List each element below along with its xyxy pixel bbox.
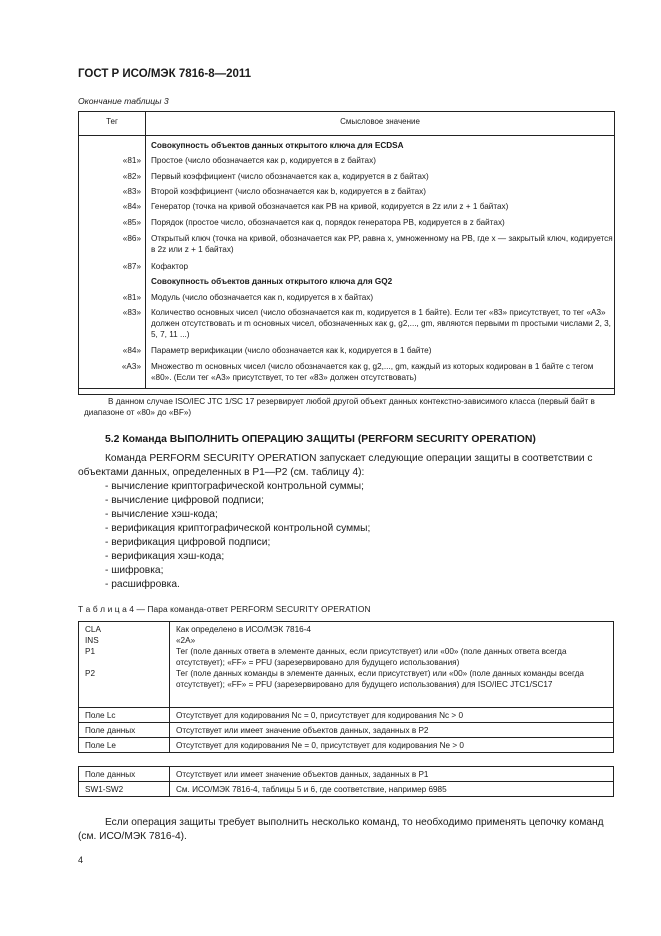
table3-col-meaning: Смысловое значение (340, 117, 420, 126)
cmd-values-cell: Как определено в ИСО/МЭК 7816-4 «2A» Тег (поле данных ответа в элементе данных, если присутствует) или «00» (поле данных ответа всегда отсутствует); «FF» = PFU (зарезервировано для будущего использования) Тег (поле данных команды в элементе данных, если присутствует) или «00» (поле данных команды всегда отсутствует); «FF» = PFU (зарезервировано для будущего использования) для ISO/IEC JTC1/SC17 (170, 622, 614, 708)
list-item: - вычисление криптографической контрольной суммы; (105, 481, 364, 492)
table4-command (78, 621, 614, 753)
table3-caption: Окончание таблицы 3 (78, 96, 169, 106)
list-item: - шифровка; (105, 565, 164, 576)
table-row: SW1-SW2 См. ИСО/МЭК 7816-4, таблицы 5 и 6, где соответствие, например 6985 (79, 782, 614, 797)
table4-caption: Т а б л и ц а 4 — Пара команда-ответ PERFORM SECURITY OPERATION (78, 604, 371, 614)
list-item: - верификация цифровой подписи; (105, 537, 271, 548)
closing-paragraph: Если операция защиты требует выполнить несколько команд, то необходимо применять цепочку команд (см. ИСО/МЭК 7816-4). (78, 817, 604, 842)
table3-col-tag: Тег (106, 117, 118, 126)
table-row: Поле данных Отсутствует или имеет значение объектов данных, заданных в Р2 (79, 723, 614, 738)
table-row: Поле Le Отсутствует для кодирования Ne = 0, присутствует для кодирования Ne > 0 (79, 738, 614, 753)
list-item: - расшифровка. (105, 579, 180, 590)
list-item: - вычисление хэш-кода; (105, 509, 218, 520)
page-number: 4 (78, 855, 84, 865)
section-title: 5.2 Команда ВЫПОЛНИТЬ ОПЕРАЦИЮ ЗАЩИТЫ (PERFORM SECURITY OPERATION) (105, 434, 536, 445)
cmd-labels-cell: CLA INS P1 P2 (79, 622, 170, 708)
table3: Тег Смысловое значение Совокупность объектов данных открытого ключа для ECDSA «81» Простое (число обозначается как p, кодируется в z байтах) «82» Первый коэффициент (число обозначается как a, кодируется в z байтах) «83» Второй коэффициент (число обозначается как b, кодируется в z байтах) «84» Генератор (точка на кривой обозначается как PB на кривой, кодируется в 2z или z + 1 байтах) «85» Порядок (простое число, обозначается как q, порядок генератора PB, кодируется в z байтах) «86» Открытый ключ (точка на кривой, обозначается как PP, равна x, умноженному на PB, где x — закрытый ключ, кодируется в 2z или z + 1 байтах) «87» Кофактор Совокупность объектов данных открытого ключа для GQ2 «81» Модуль (число обозначается как n, кодируется в x байтах) «83» Количество основных чисел (число обозначается как m, кодируется в 1 байте). Если тег «83» присутствует, то тег «А3» должен отсутствовать и m основных чисел, обозначенных как g, g2,..., gm, являются первыми m простыми числами 2, 3, 5, 7, 11 ...) «84» Параметр верификации (число обозначается как k, кодируется в 1 байте) «А3» Множество m основных чисел (число обозначается как g, g2,..., gm, каждый из которых кодирован в 1 байте с тегом «80». (Если тег «А3» присутствует, то тег «83» должен отсутствовать) (78, 111, 615, 395)
table4-response (78, 766, 614, 797)
list-item: - вычисление цифровой подписи; (105, 495, 264, 506)
list-item: - верификация хэш-кода; (105, 551, 225, 562)
table-row (79, 622, 614, 708)
list-item: - верификация криптографической контрольной суммы; (105, 523, 371, 534)
document-header: ГОСТ Р ИСО/МЭК 7816-8—2011 (78, 68, 252, 80)
table3-note: В данном случае ISO/IEC JTC 1/SC 17 резервирует любой другой объект данных контекстно-зависимого класса (первый байт в диапазоне от «80» до «BF») (84, 397, 595, 417)
table-row: Поле данных Отсутствует или имеет значение объектов данных, заданных в Р1 (79, 767, 614, 782)
table-row: Поле Lc Отсутствует для кодирования Nc = 0, присутствует для кодирования Nc > 0 (79, 708, 614, 723)
section-intro: Команда PERFORM SECURITY OPERATION запускает следующие операции защиты в соответствии с объектами данных, определенных в Р1—Р2 (см. таблицу 4): (78, 453, 593, 478)
